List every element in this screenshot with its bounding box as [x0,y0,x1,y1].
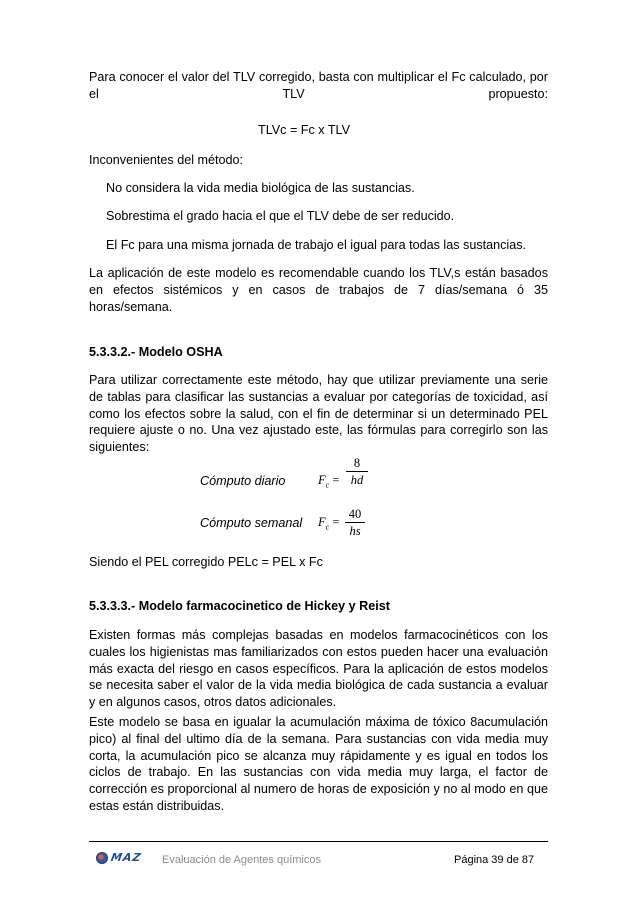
maz-logo [96,851,141,864]
footer-doc-title: Evaluación de Agentes químicos [162,854,321,866]
fraction-numerator: 40 [348,507,362,521]
tlvc-formula: TLVc = Fc x TLV [258,123,351,137]
intro-paragraph: Para conocer el valor del TLV corregido, basta con multiplicar el Fc calculado, por el TLV propuesto: [89,70,548,101]
pel-line: Siendo el PEL corregido PELc = PEL x Fc [89,555,323,569]
logo-wordmark: MAZ [109,851,143,864]
logo-emblem-icon [96,852,108,864]
footer-rule [89,841,548,842]
computo-semanal-label: Cómputo semanal [200,516,303,530]
fc-subscript: c [325,522,330,532]
aplicacion-paragraph: La aplicación de este modelo es recomendable cuando los TLV,s están basados en efectos sistémicos y en casos de trabajos de 7 días/semana ó 35 horas/semana. [89,266,548,314]
inconveniente-item: El Fc para una misma jornada de trabajo el igual para todas las sustancias. [106,238,527,252]
footer-page-number: Página 39 de 87 [454,854,535,866]
computo-semanal-fraction [345,507,365,539]
fraction-denominator: hs [349,524,361,538]
fraction-denominator: hd [350,473,364,487]
hickey-paragraph-1: Existen formas más complejas basadas en modelos farmacocinéticos con los cuales los higienistas mas familiarizados con estos pueden hacer una evaluación más exacta del riesgo en casos específicos. Para la aplicación de estos modelos se necesita saber el valor de la vida media biológica de cada sustancia a evaluar y en algunos casos, otros datos adicionales. [89,628,548,710]
equals-sign: = [332,473,340,487]
hickey-heading: 5.3.3.3.- Modelo farmacocinetico de Hickey y Reist [89,599,390,613]
fc-subscript: c [325,480,330,490]
computo-diario-fraction [346,456,368,488]
computo-diario-lhs [318,473,339,490]
fc-symbol: F [318,473,326,487]
osha-heading: 5.3.3.2.- Modelo OSHA [89,345,223,359]
fc-symbol: F [318,515,326,529]
osha-paragraph: Para utilizar correctamente este método, hay que utilizar previamente una serie de tablas para clasificar las sustancias a evaluar por categorías de toxicidad, así como los efectos sobre la salud, con el fin de determinar si un determinado PEL requiere ajuste o no. Una vez ajustado este, las fórmulas para corregirlo son las siguientes: [89,373,548,455]
computo-diario-label: Cómputo diario [200,474,286,488]
equals-sign: = [332,515,340,529]
inconveniente-item: No considera la vida media biológica de las sustancias. [106,181,415,195]
inconvenientes-title: Inconvenientes del método: [89,153,244,167]
computo-semanal-lhs [318,515,339,532]
fraction-numerator: 8 [353,456,361,470]
inconveniente-item: Sobrestima el grado hacia el que el TLV debe de ser reducido. [106,209,455,223]
hickey-paragraph-2: Este modelo se basa en igualar la acumulación máxima de tóxico 8acumulación pico) al final del ultimo día de la semana. Para sustancias con vida media muy corta, la acumulación pico se alcanza muy rápidamente y es igual en todos los ciclos de trabajo. En las sustancias con vida media muy larga, el factor de corrección es proporcional al numero de horas de exposición y no al modo en que estas están distribuidas. [89,715,548,813]
intro-line-1 [89,69,548,103]
